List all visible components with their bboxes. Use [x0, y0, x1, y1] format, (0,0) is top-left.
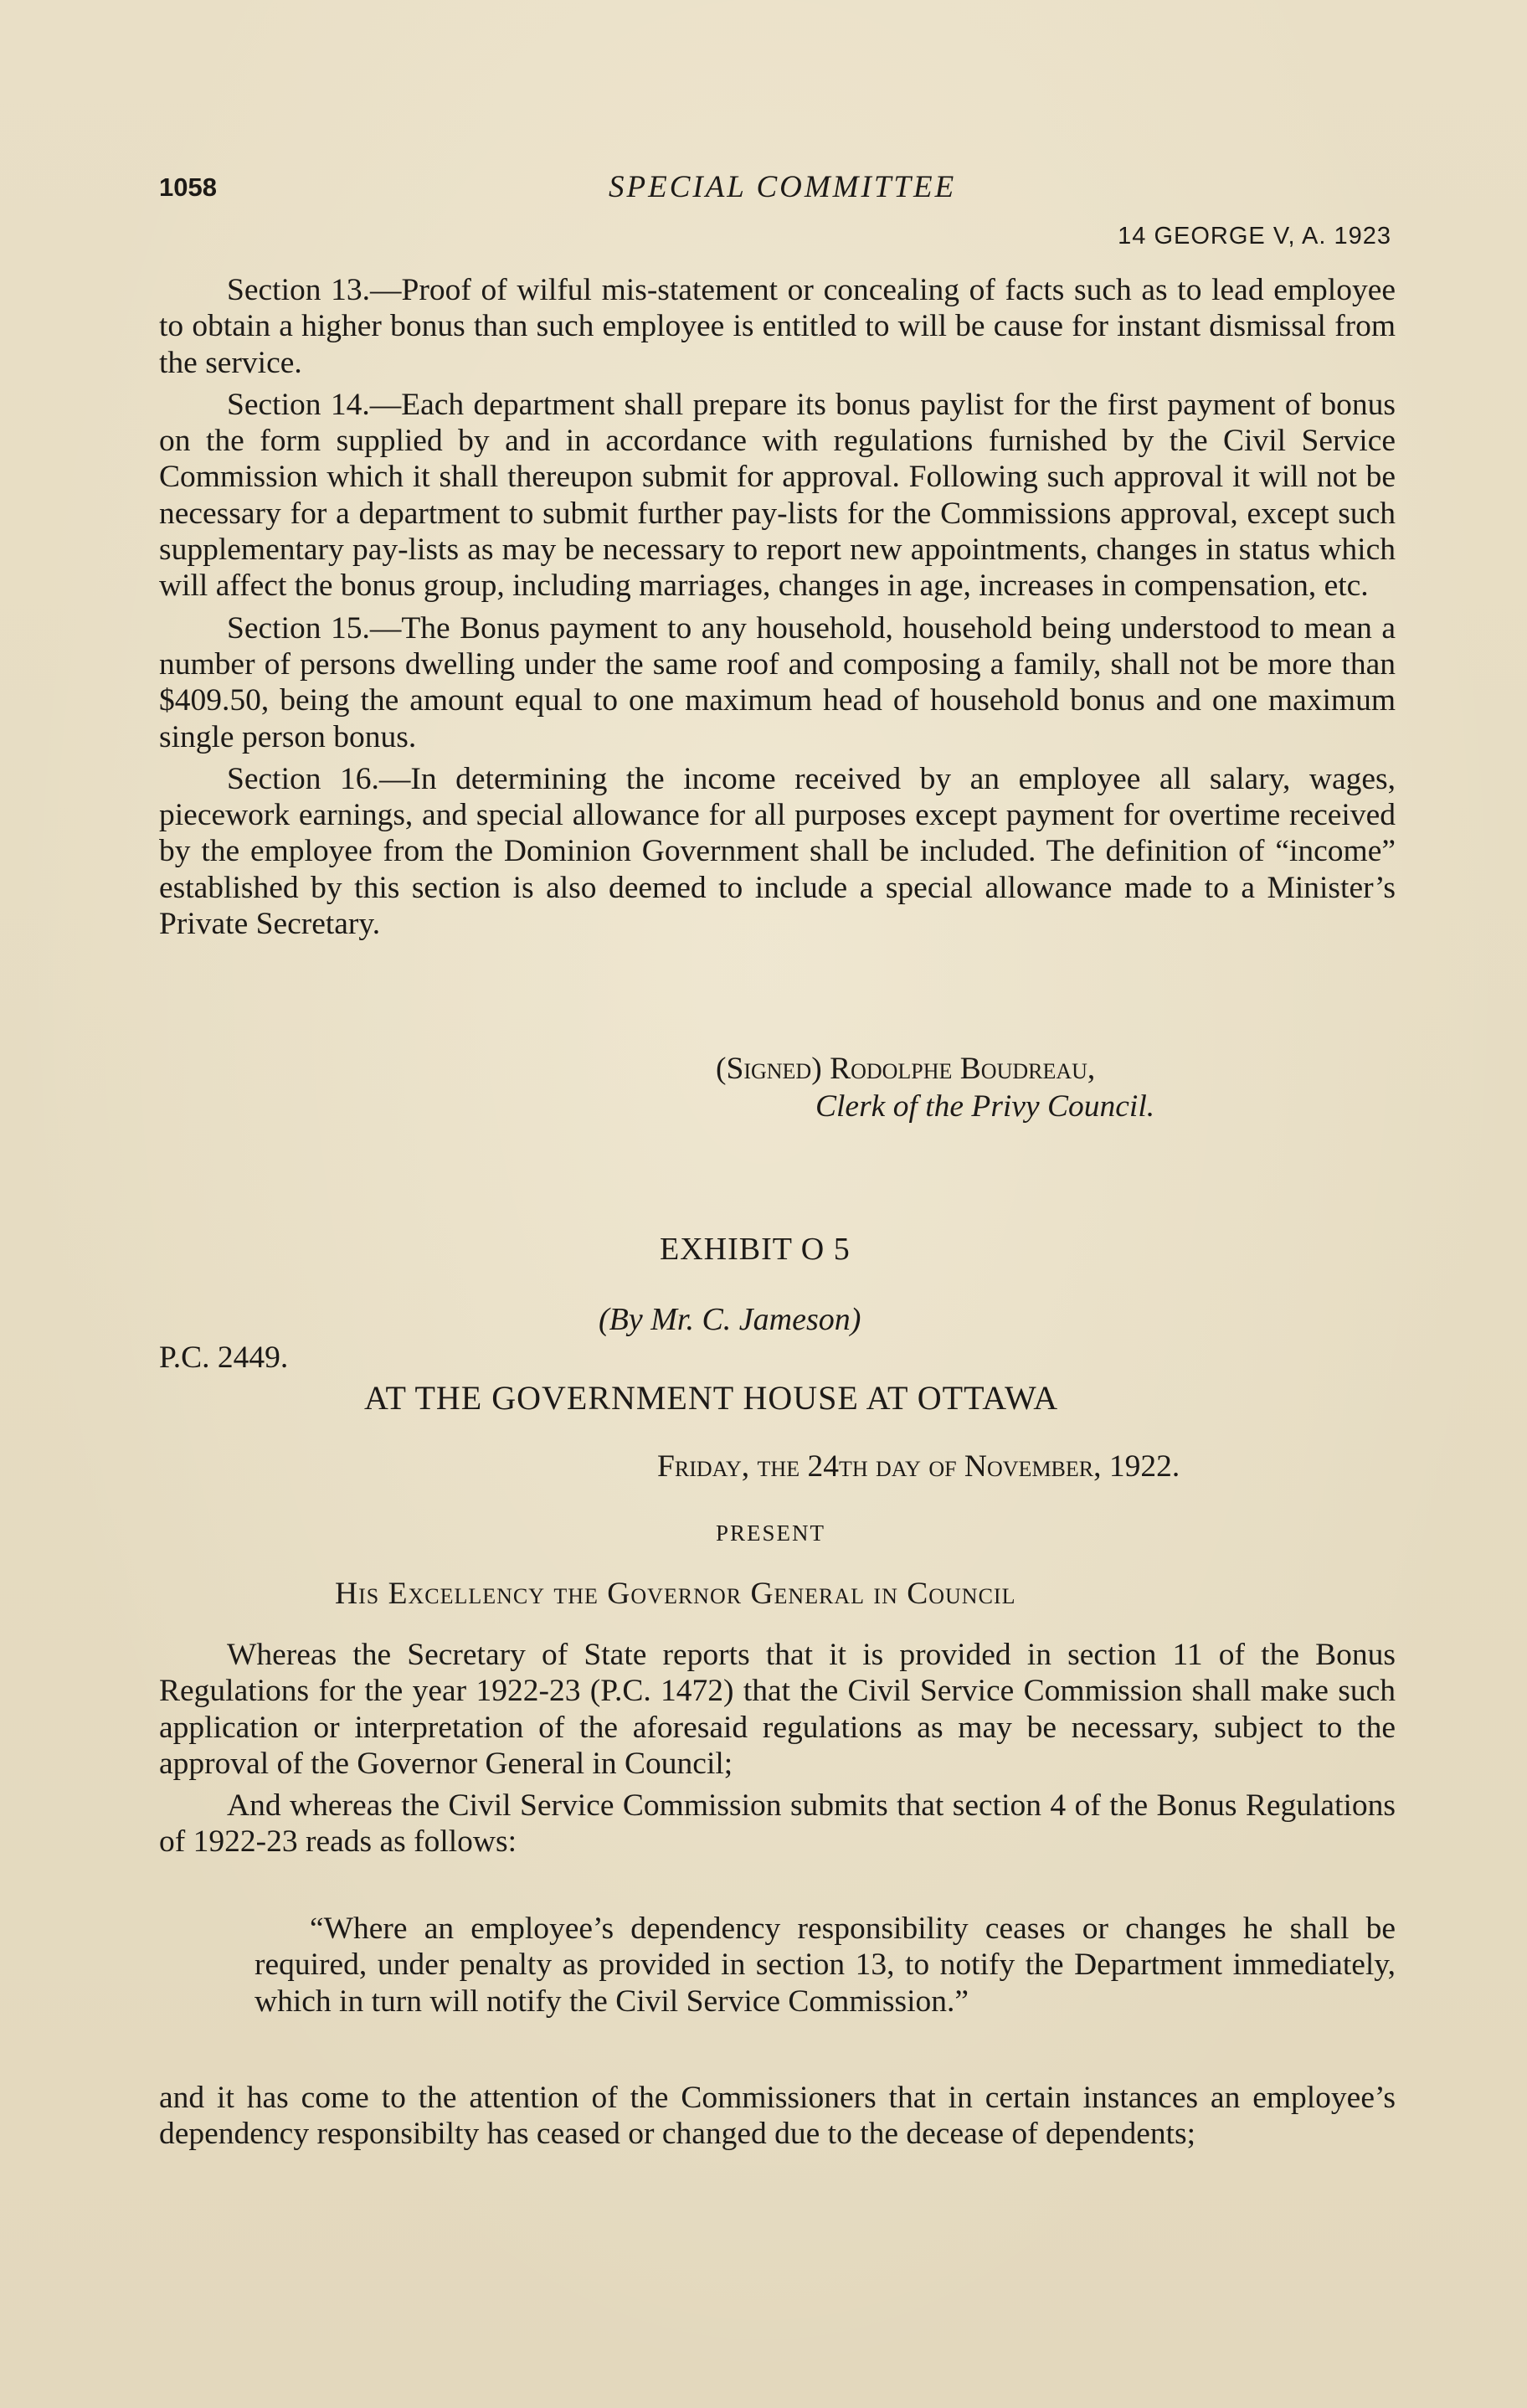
- signatory-title: Clerk of the Privy Council.: [815, 1089, 1155, 1124]
- page-number: 1058: [159, 172, 217, 202]
- signature-line: (Signed) Rodolphe Boudreau,: [716, 1052, 1096, 1086]
- council-heading: His Excellency the Governor General in Council: [335, 1577, 1016, 1611]
- continuation-paragraph: and it has come to the attention of the Commissioners that in certain instances an employee’s dependency responsibilty has ceased or changed due to the decease of dependents;: [159, 2081, 1396, 2152]
- meeting-location: AT THE GOVERNMENT HOUSE AT OTTAWA: [364, 1379, 1059, 1417]
- section-14-paragraph: Section 14.—Each department shall prepare its bonus paylist for the first payment of bonus on the form supplied by and in accordance with regulations furnished by the Civil Service Commission which it shall thereupon submit for approval. Following such approval it will not be necessary for a department to submit further pay-lists for the Commissions approval, except such supplementary pay-lists as may be necessary to report new appointments, changes in status which will affect the bonus group, including marriages, changes in age, increases in compensation, etc.: [159, 387, 1396, 604]
- whereas-paragraph: Whereas the Secretary of State reports that it is provided in section 11 of the Bonus Regulations for the year 1922-23 (P.C. 1472) that the Civil Service Commission shall make such application or interpretation of the aforesaid regulations as may be necessary, subject to the approval of the Governor General in Council;: [159, 1638, 1396, 1781]
- session-label: 14 GEORGE V, A. 1923: [1118, 223, 1391, 250]
- section-16-paragraph: Section 16.—In determining the income received by an employee all salary, wages, piecework earnings, and special allowance for all purposes except payment for overtime received by the employee from the Dominion Government shall be included. The definition of “income” established by this section is also deemed to include a special allowance made to a Minister’s Private Secretary.: [159, 761, 1396, 942]
- continuation-clause: [159, 2080, 1396, 2158]
- quote-paragraph: “Where an employee’s dependency responsibility ceases or changes he shall be required, under penalty as provided in section 13, to notify the Department immediately, which in turn will notify the Civil Service Commission.”: [254, 1911, 1396, 2019]
- meeting-date: Friday, the 24th day of November, 1922.: [657, 1449, 1180, 1484]
- order-in-council-number: P.C. 2449.: [159, 1340, 289, 1375]
- and-whereas-paragraph: And whereas the Civil Service Commission submits that section 4 of the Bonus Regulations of 1922-23 reads as follows:: [159, 1788, 1396, 1860]
- exhibit-byline: (By Mr. C. Jameson): [599, 1302, 861, 1337]
- whereas-clauses: [159, 1637, 1396, 1866]
- running-head: SPECIAL COMMITTEE: [609, 170, 957, 204]
- regulation-sections: [159, 272, 1396, 948]
- section-13-paragraph: Section 13.—Proof of wilful mis-statement or concealing of facts such as to lead employee to obtain a higher bonus than such employee is entitled to will be cause for instant dismissal from the service.: [159, 273, 1396, 380]
- section-15-paragraph: Section 15.—The Bonus payment to any household, household being understood to mean a number of persons dwelling under the same roof and composing a family, shall not be more than $409.50, being the amount equal to one maximum head of household bonus and one maximum single person bonus.: [159, 610, 1396, 754]
- present-heading: PRESENT: [716, 1520, 826, 1546]
- exhibit-title: EXHIBIT O 5: [660, 1232, 851, 1267]
- quoted-regulation: [254, 1911, 1396, 2020]
